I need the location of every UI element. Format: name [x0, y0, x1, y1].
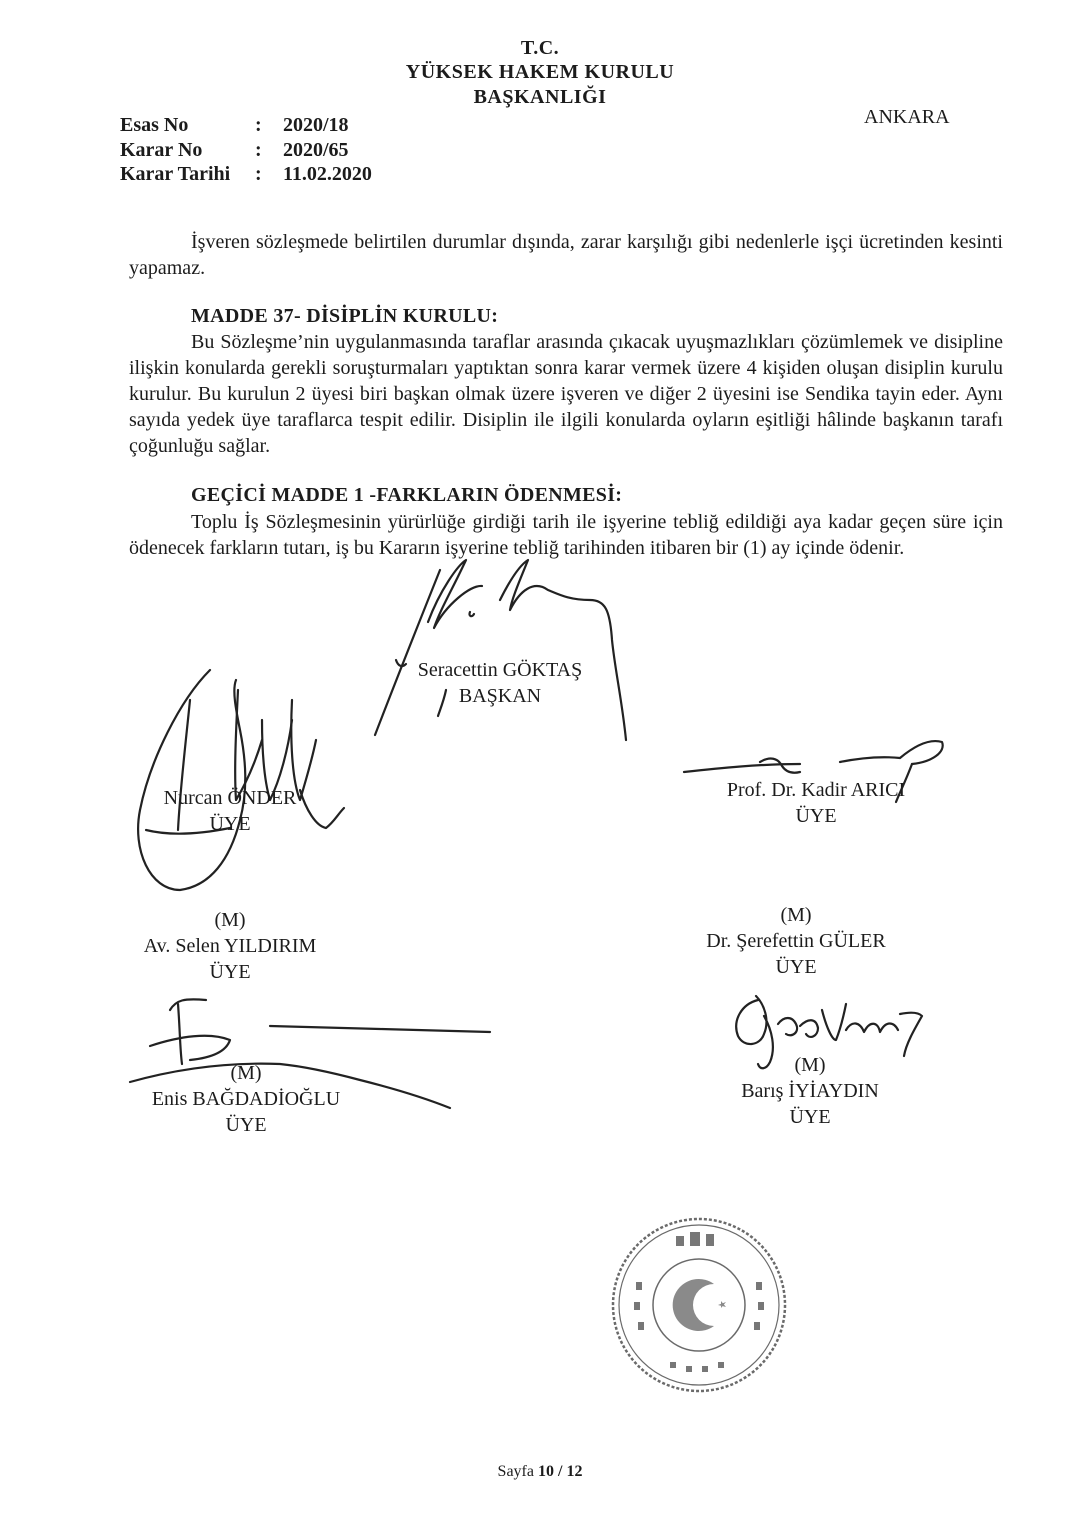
header-department: BAŞKANLIĞI [473, 86, 607, 108]
page-footer [0, 1463, 1080, 1481]
baskan-name: Seracettin GÖKTAŞ [417, 659, 583, 681]
esas-label: Esas No [120, 114, 189, 136]
karar-label: Karar No [120, 139, 203, 161]
uye6-signatory [680, 1052, 940, 1130]
paragraph-discipline-text: Bu Sözleşme’nin uygulanmasında taraflar arasında çıkacak uyuşmazlıkları çözümlemek ve disipline ilişkin konularda gerekli soruşturmaları yaptıktan sonra karar vermek üzere 4 kişiden oluşan disiplin kurulu kurulur. Bu kurulun 2 üyesi biri başkan olmak üzere işveren ve diğer 2 üyesini ise Sendika tayin eder. Aynı sayıda yedek üye taraflarca tespit edilir. Disiplin ile ilgili konularda oyların eşitliği hâlinde başkanın tarafı çoğunluğu sağlar. [129, 331, 1003, 457]
uye4-mark: (M) [780, 904, 812, 926]
uye3-signatory [100, 907, 360, 985]
uye5-signatory [116, 1060, 376, 1138]
uye3-mark: (M) [214, 909, 246, 931]
header-institution: YÜKSEK HAKEM KURULU [405, 61, 675, 83]
baskan-signatory [380, 657, 620, 709]
uye3-name: Av. Selen YILDIRIM [143, 935, 317, 957]
uye2-name: Prof. Dr. Kadir ARICI [726, 779, 906, 801]
official-seal-stamp [606, 1212, 792, 1398]
footer-current-page: 10 [537, 1463, 554, 1480]
uye6-title: ÜYE [789, 1106, 831, 1128]
temporary-article-heading: GEÇİCİ MADDE 1 -FARKLARIN ÖDENMESİ: [191, 484, 623, 506]
karar-colon: : [255, 139, 262, 161]
tarih-label: Karar Tarihi [120, 163, 231, 185]
uye4-title: ÜYE [775, 956, 817, 978]
esas-value: 2020/18 [283, 114, 349, 136]
uye1-name: Nurcan ÖNDER [163, 787, 297, 809]
onder-signature [138, 670, 344, 890]
uye2-title: ÜYE [795, 805, 837, 827]
footer-separator: / [557, 1463, 563, 1480]
baskan-title: BAŞKAN [458, 685, 542, 707]
header-tc: T.C. [520, 37, 560, 59]
uye6-name: Barış İYİAYDIN [741, 1080, 879, 1102]
uye5-name: Enis BAĞDADİOĞLU [151, 1088, 341, 1110]
uye4-signatory [656, 902, 936, 980]
uye1-signatory [110, 785, 350, 837]
uye4-name: Dr. Şerefettin GÜLER [706, 930, 886, 952]
paragraph-deductions-text: İşveren sözleşmede belirtilen durumlar dışında, zarar karşılığı gibi nedenlerle işçi ücretinden kesinti yapamaz. [129, 231, 1003, 279]
tarih-value: 11.02.2020 [283, 163, 372, 185]
uye5-mark: (M) [230, 1062, 262, 1084]
article-37-heading: MADDE 37- DİSİPLİN KURULU: [191, 305, 499, 327]
footer-prefix: Sayfa [497, 1463, 534, 1480]
uye2-signatory [666, 777, 966, 829]
uye5-title: ÜYE [225, 1114, 267, 1136]
baskan-signature [375, 560, 626, 740]
esas-colon: : [255, 114, 262, 136]
header-city: ANKARA [864, 106, 950, 128]
tarih-colon: : [255, 163, 262, 185]
footer-total-pages: 12 [566, 1463, 583, 1480]
karar-value: 2020/65 [283, 139, 349, 161]
uye3-title: ÜYE [209, 961, 251, 983]
uye6-mark: (M) [794, 1054, 826, 1076]
uye1-title: ÜYE [209, 813, 251, 835]
paragraph-differences-text: Toplu İş Sözleşmesinin yürürlüğe girdiği tarih ile işyerine tebliğ edildiği aya kadar geçen süre için ödenecek farkların tutarı, iş bu Kararın işyerine tebliğ tarihinden itibaren bir (1) ay içinde ödenir. [129, 511, 1003, 559]
